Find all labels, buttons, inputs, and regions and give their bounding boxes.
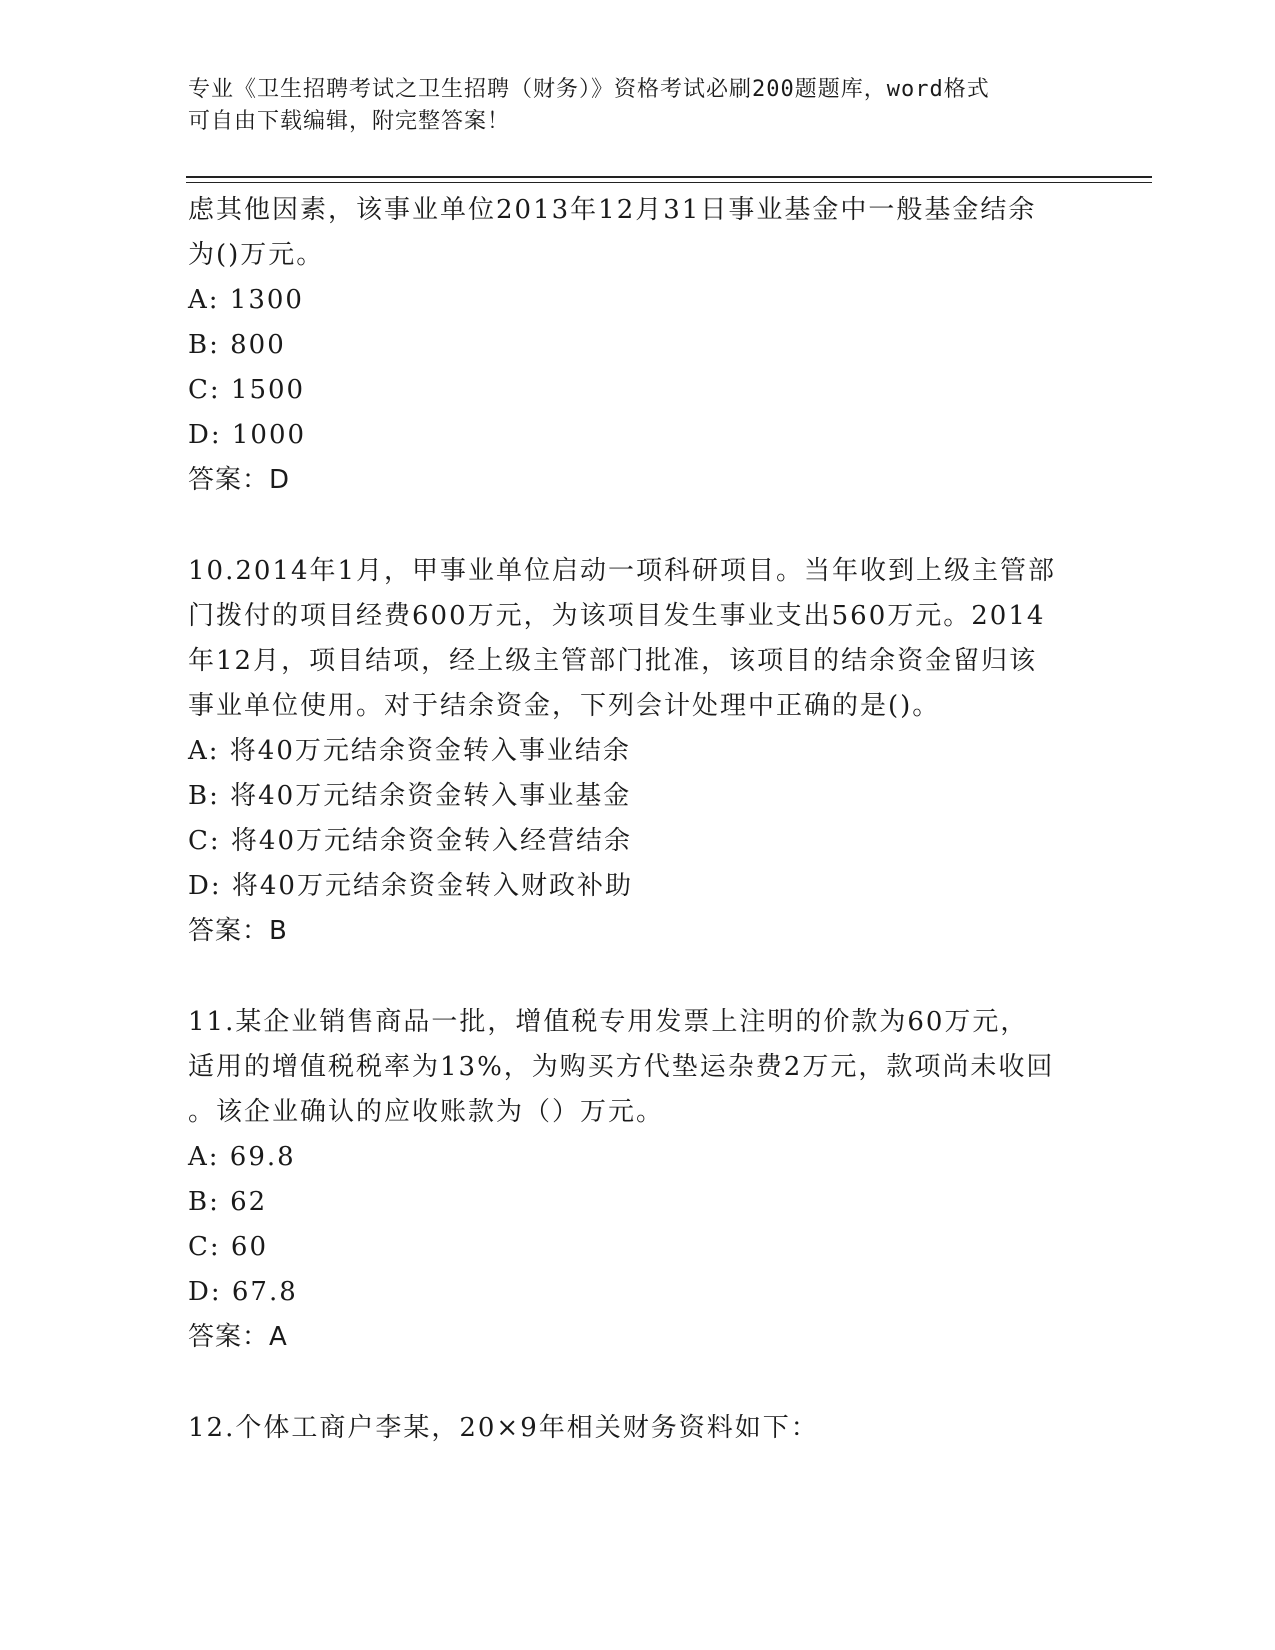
option-c: C: 将40万元结余资金转入经营结余 xyxy=(188,826,633,856)
document-header xyxy=(188,74,1068,138)
option-c: C: 1500 xyxy=(188,375,306,405)
header-rule-thick xyxy=(186,176,1152,178)
option-d: D: 将40万元结余资金转入财政补助 xyxy=(188,871,633,901)
question-stem-line: 。该企业确认的应收账款为（）万元。 xyxy=(188,1097,665,1127)
option-a: A: 1300 xyxy=(188,285,304,315)
question-9 xyxy=(188,188,1088,503)
option-b: B: 800 xyxy=(188,330,286,360)
header-line-2: 可自由下载编辑，附完整答案！ xyxy=(188,109,511,134)
question-11 xyxy=(188,1000,1088,1360)
header-rule-thin xyxy=(186,182,1152,183)
answer-line: 答案：B xyxy=(188,916,288,946)
question-stem-line: 适用的增值税税率为13%，为购买方代垫运杂费2万元，款项尚未收回 xyxy=(188,1052,1055,1082)
question-stem-line: 虑其他因素，该事业单位2013年12月31日事业基金中一般基金结余 xyxy=(188,195,1037,225)
question-stem-line: 年12月，项目结项，经上级主管部门批准，该项目的结余资金留归该 xyxy=(188,646,1038,676)
question-stem-line: 事业单位使用。对于结余资金，下列会计处理中正确的是()。 xyxy=(188,691,941,721)
question-stem-line: 10.2014年1月，甲事业单位启动一项科研项目。当年收到上级主管部 xyxy=(188,556,1057,586)
answer-line: 答案：D xyxy=(188,465,291,495)
question-stem-line: 为()万元。 xyxy=(188,240,325,270)
question-10 xyxy=(188,549,1088,954)
option-b: B: 62 xyxy=(188,1187,268,1217)
question-12 xyxy=(188,1406,1088,1451)
option-b: B: 将40万元结余资金转入事业基金 xyxy=(188,781,632,811)
option-c: C: 60 xyxy=(188,1232,269,1262)
question-list xyxy=(188,188,1088,1451)
option-a: A: 将40万元结余资金转入事业结余 xyxy=(188,736,631,766)
option-a: A: 69.8 xyxy=(188,1142,296,1172)
question-stem-line: 11.某企业销售商品一批，增值税专用发票上注明的价款为60万元， xyxy=(188,1007,1029,1037)
question-stem-line: 12.个体工商户李某，20×9年相关财务资料如下： xyxy=(188,1413,819,1443)
answer-line: 答案：A xyxy=(188,1322,288,1352)
header-line-1: 专业《卫生招聘考试之卫生招聘（财务）》资格考试必刷200题题库，word格式 xyxy=(188,77,990,102)
option-d: D: 1000 xyxy=(188,420,307,450)
question-stem-line: 门拨付的项目经费600万元，为该项目发生事业支出560万元。2014 xyxy=(188,601,1046,631)
option-d: D: 67.8 xyxy=(188,1277,298,1307)
